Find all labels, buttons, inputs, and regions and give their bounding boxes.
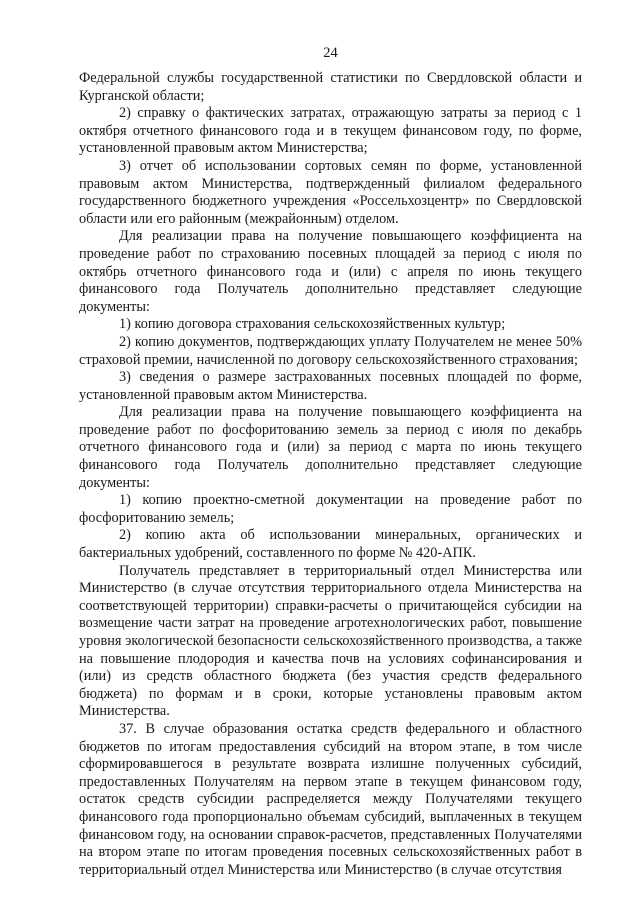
paragraph: Получатель представляет в территориальный отдел Министерства или Министерство (в случае отсутствия территориального отдела Министерства на соответствующей территории) справки-расчеты о причитающейся субсидии на возмещение части затрат на проведение агротехнологических работ, повышение уровня экологической безопасности сельскохозяйственного производства, а также на повышение плодородия и качества почв на условиях софинансирования и (или) из средств областного бюджета (без участия средств федерального бюджета) по формам и в сроки, которые установлены правовым актом Министерства. <box>79 562 582 720</box>
paragraph: 3) отчет об использовании сортовых семян по форме, установленной правовым актом Министерства, подтвержденный филиалом федерального государственного бюджетного учреждения «Россельхозцентр» по Свердловской области или его районным (межрайонным) отделом. <box>79 157 582 227</box>
paragraph: 2) справку о фактических затратах, отражающую затраты за период с 1 октября отчетного финансового года и в текущем финансовом году, по форме, установленной правовым актом Министерства; <box>79 105 582 157</box>
page-number: 24 <box>323 45 338 61</box>
paragraph: Для реализации права на получение повышающего коэффициента на проведение работ по страхованию посевных площадей за период с июля по октябрь отчетного финансового года и (или) с апреля по июнь текущего финансового года Получатель дополнительно представляет следующие документы: <box>79 228 582 315</box>
paragraph: 3) сведения о размере застрахованных посевных площадей по форме, установленной правовым актом Министерства. <box>79 369 582 403</box>
paragraph: Для реализации права на получение повышающего коэффициента на проведение работ по фосфоритованию земель за период с июля по декабрь отчетного финансового года и (или) за период с марта по июнь текущего финансового года Получатель дополнительно представляет следующие документы: <box>79 404 582 491</box>
paragraph: Федеральной службы государственной статистики по Свердловской области и Курганской области; <box>79 70 582 104</box>
paragraph: 2) копию документов, подтверждающих уплату Получателем не менее 50% страховой премии, начисленной по договору сельскохозяйственного страхования; <box>79 333 582 368</box>
paragraph: 1) копию проектно-сметной документации на проведение работ по фосфоритованию земель; <box>79 492 582 526</box>
paragraph: 1) копию договора страхования сельскохозяйственных культур; <box>119 316 506 333</box>
paragraph: 37. В случае образования остатка средств федерального и областного бюджетов по итогам предоставления субсидий на втором этапе, в том числе сформировавшегося в результате возврата излишне полученных субсидий, предоставленных Получателям на первом этапе в текущем финансовом году, остаток средств субсидии распределяется между Получателями текущего финансового года пропорционально объемам субсидий, выплаченных в текущем финансовом году, на основании справок-расчетов, представленных Получателями на втором этапе по итогам проведения посевных сельскохозяйственных работ в территориальный отдел Министерства или Министерство (в случае отсутствия <box>79 720 582 878</box>
document-body <box>79 70 582 879</box>
paragraph: 2) копию акта об использовании минеральных, органических и бактериальных удобрений, составленного по форме № 420-АПК. <box>79 527 582 562</box>
